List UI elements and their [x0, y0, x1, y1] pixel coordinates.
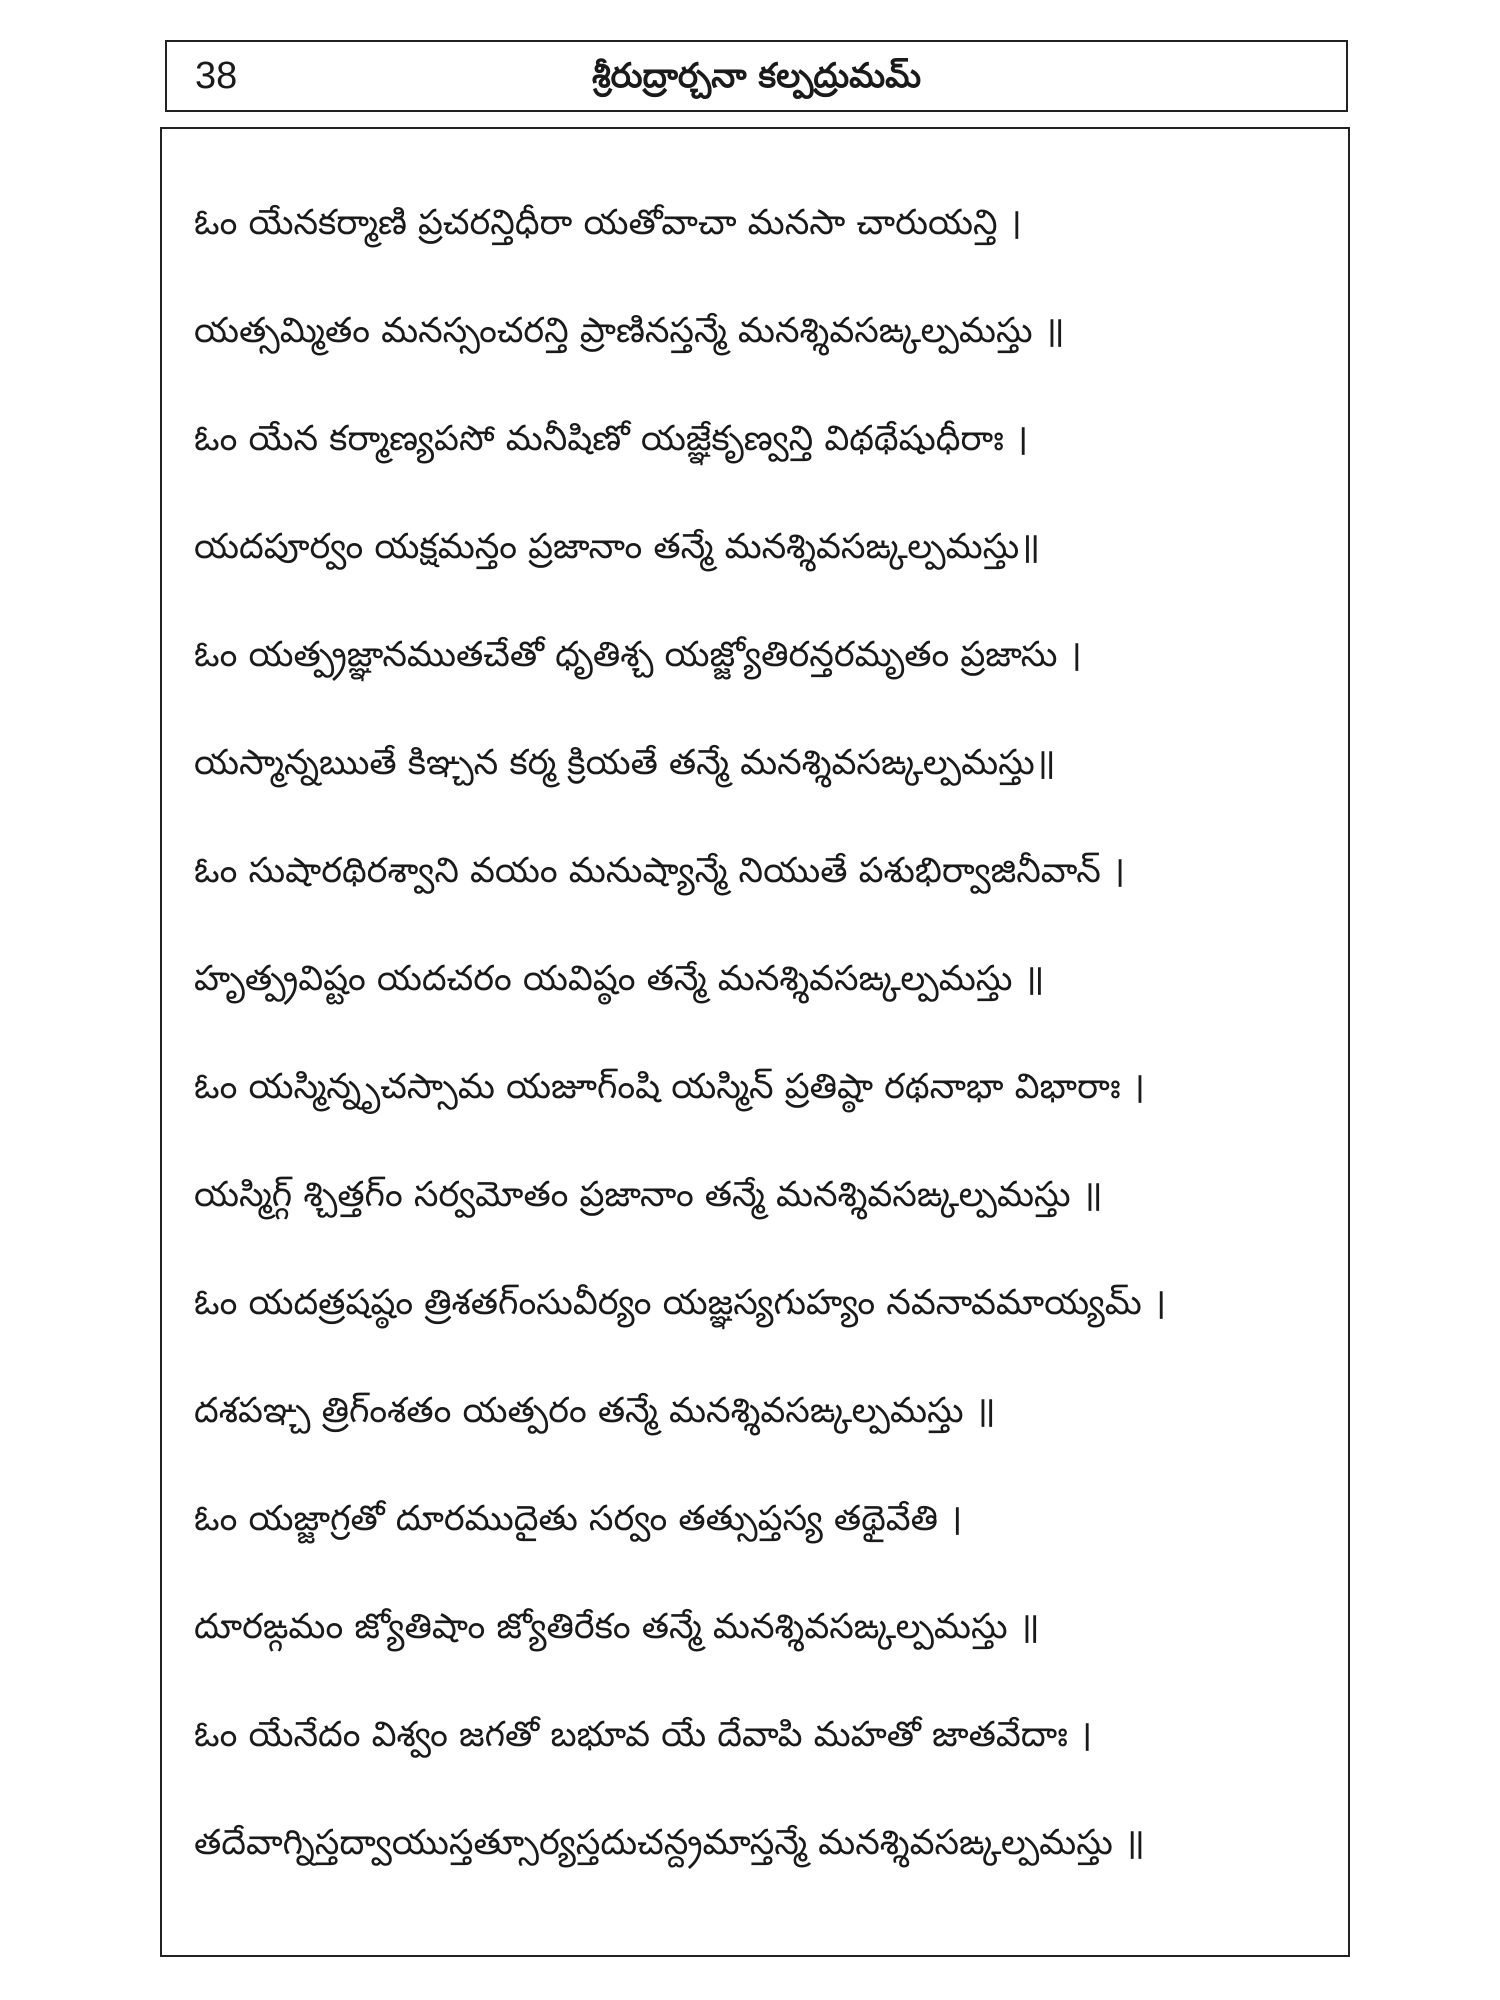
page-header [165, 40, 1348, 112]
verse-line: తదేవాగ్నిస్తద్వాయుస్తత్సూర్యస్తదుచన్ద్రమాస్తన్మే మనశ్శివసఙ్కల్పమస్తు ॥ [194, 1823, 1145, 1863]
book-title: శ్రీరుద్రార్చనా కల్పద్రుమమ్ [591, 56, 922, 96]
verse-line: ఓం యదత్రషష్ఠం త్రిశతగ్ంసువీర్యం యజ్ఞస్యగుహ్యం నవనావమాయ్యమ్ । [194, 1283, 1167, 1323]
verse-line: ఓం యేనకర్మాణి ప్రచరన్తిధీరా యతోవాచా మనసా చారుయన్తి । [194, 203, 1022, 243]
verse-line: దశపఞ్చ త్రిగ్ంశతం యత్పరం తన్మే మనశ్శివసఙ్కల్పమస్తు ॥ [194, 1391, 996, 1431]
verse-line: ఓం యస్మిన్నృచస్సామ యజూగ్ంషి యస్మిన్ ప్రతిష్ఠా రథనాభా విభారాః । [194, 1067, 1145, 1107]
verse-line: దూరఙ్గమం జ్యోతిషాం జ్యోతిరేకం తన్మే మనశ్శివసఙ్కల్పమస్తు ॥ [194, 1607, 1040, 1647]
verse-line: ఓం సుషారథిరశ్వాని వయం మనుష్యాన్మే నియుతే పశుభిర్వాజినీవాన్ । [194, 851, 1126, 891]
verse-line: హృత్ప్రవిష్టం యదచరం యవిష్ఠం తన్మే మనశ్శివసఙ్కల్పమస్తు ॥ [194, 959, 1045, 999]
verse-line: ఓం యేనేదం విశ్వం జగతో బభూవ యే దేవాపి మహతో జాతవేదాః । [194, 1715, 1093, 1755]
verse-line: యస్మాన్నఋతే కిఞ్చన కర్మ క్రియతే తన్మే మనశ్శివసఙ్కల్పమస్తు॥ [194, 743, 1056, 783]
verse-line: యస్మిగ్గ్ శ్చిత్తగ్ం సర్వమోతం ప్రజానాం తన్మే మనశ్శివసఙ్కల్పమస్తు ॥ [194, 1175, 1103, 1215]
verse-panel [160, 127, 1350, 1957]
page-number: 38 [195, 55, 238, 97]
verse-line: యత్సమ్మితం మనస్సంచరన్తి ప్రాణినస్తన్మే మనశ్శివసఙ్కల్పమస్తు ॥ [194, 311, 1065, 351]
verse-line: ఓం యేన కర్మాణ్యపసో మనీషిణో యజ్ఞేకృణ్వన్తి విథథేషుధీరాః । [194, 419, 1029, 459]
verse-line: యదపూర్వం యక్షమన్తం ప్రజానాం తన్మే మనశ్శివసఙ్కల్పమస్తు॥ [194, 527, 1041, 567]
verse-line: ఓం యజ్జాగ్రతో దూరముదైతు సర్వం తత్సుప్తస్య తథైవేతి । [194, 1499, 963, 1539]
verse-list [194, 169, 1319, 1897]
verse-line: ఓం యత్ప్రజ్ఞానముతచేతో ధృతిశ్చ యజ్జ్యోతిరన్తరమృతం ప్రజాసు । [194, 635, 1082, 675]
